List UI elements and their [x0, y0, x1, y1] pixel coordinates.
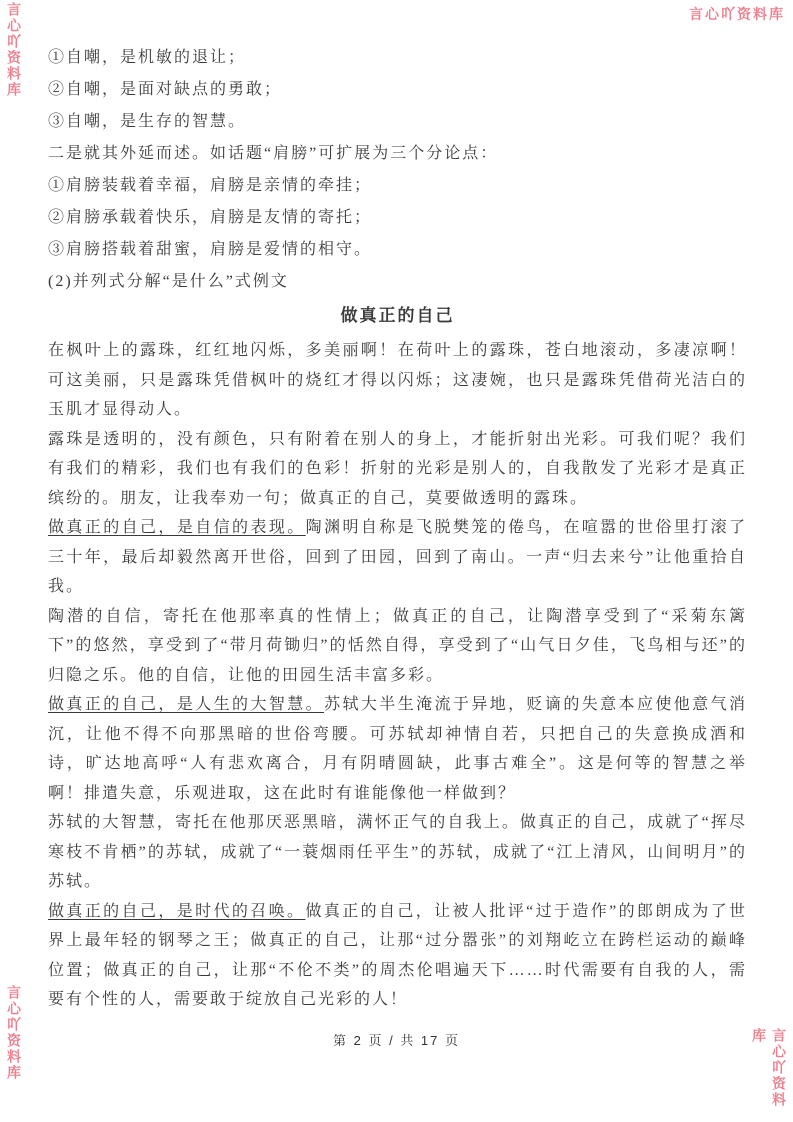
essay-paragraph-7 — [48, 897, 747, 1015]
watermark-bottom-right: 言心吖资料库 — [751, 1028, 787, 1108]
essay-paragraph-2 — [48, 425, 747, 514]
paragraph-text: 在枫叶上的露珠，红红地闪烁，多美丽啊！在荷叶上的露珠，苍白地滚动，多凄凉啊！可这美丽，只是露珠凭借枫叶的烧红才得以闪烁；这凄婉，也只是露珠凭借荷光洁白的玉肌才显得动人。 — [48, 342, 747, 418]
document-content — [48, 42, 747, 1015]
watermark-bottom-left: 言心吖资料库 — [6, 985, 22, 1081]
page-footer: 第 2 页 / 共 17 页 — [333, 1033, 460, 1048]
essay-paragraph-4 — [48, 602, 747, 691]
underlined-lead-sentence: 做真正的自己，是自信的表现。 — [48, 519, 306, 536]
paragraph-text: 陶潜的自信，寄托在他那率真的性情上；做真正的自己，让陶潜享受到了“采菊东篱下”的悠然，享受到了“带月荷锄归”的恬然自得，享受到了“山气日夕佳，飞鸟相与还”的归隐之乐。他的自信，让他的田园生活丰富多彩。 — [48, 607, 747, 684]
paragraph-text: 苏轼的大智慧，寄托在他那厌恶黑暗，满怀正气的自我上。做真正的自己，成就了“挥尽寒枝不肯栖”的苏轼，成就了“一蓑烟雨任平生”的苏轼，成就了“江上清风，山间明月”的苏轼。 — [48, 814, 747, 890]
underlined-lead-sentence: 做真正的自己，是人生的大智慧。 — [48, 696, 325, 713]
essay-title: 做真正的自己 — [340, 306, 455, 325]
underlined-lead-sentence: 做真正的自己，是时代的召唤。 — [48, 902, 306, 920]
essay-paragraph-1 — [48, 336, 747, 425]
paragraph-text: 做真正的自己，让被人批评“过于造作”的郎朗成为了世界上最年轻的钢琴之王；做真正的自己，让那“过分嚣张”的刘翔屹立在跨栏运动的巅峰位置；做真正的自己，让那“不伦不类”的周杰伦唱遍天下……时代需要有自我的人，需要有个性的人，需要敢于绽放自己光彩的人！ — [48, 902, 747, 1008]
intro-line-1: ①自嘲，是机敏的退让； — [48, 49, 247, 66]
paragraph-text: 陶渊明自称是飞脱樊笼的倦鸟，在喧嚣的世俗里打滚了三十年，最后却毅然离开世俗，回到了田园，回到了南山。一声“归去来兮”让他重拾自我。 — [48, 519, 747, 595]
intro-line-8: (2)并列式分解“是什么”式例文 — [48, 273, 289, 290]
intro-line-6: ②肩膀承载着快乐，肩膀是友情的寄托； — [48, 209, 373, 226]
paragraph-text: 露珠是透明的，没有颜色，只有附着在别人的身上，才能折射出光彩。可我们呢？我们有我们的精彩，我们也有我们的色彩！折射的光彩是别人的，自我散发了光彩才是真正缤纷的。朋友，让我奉劝一句；做真正的自己，莫要做透明的露珠。 — [48, 430, 747, 507]
paragraph-text: 苏轼大半生淹流于异地，贬谪的失意本应使他意气消沉，让他不得不向那黑暗的世俗弯腰。可苏轼却神情自若，只把自己的失意换成酒和诗，旷达地高呼“人有悲欢离合，月有阴晴圆缺，此事古难全”。这是何等的智慧之举啊！排遣失意，乐观进取，这在此时有谁能像他一样做到？ — [48, 696, 747, 802]
intro-line-4: 二是就其外延而述。如话题“肩膀”可扩展为三个分论点： — [48, 145, 499, 162]
essay-paragraph-3 — [48, 513, 747, 602]
essay-paragraph-6 — [48, 808, 747, 897]
intro-line-7: ③肩膀搭载着甜蜜，肩膀是爱情的相守。 — [48, 241, 373, 258]
watermark-top-left: 言心吖资料库 — [6, 2, 22, 98]
essay-paragraph-5 — [48, 690, 747, 808]
intro-line-5: ①肩膀装载着幸福，肩膀是亲情的牵挂； — [48, 177, 373, 194]
intro-line-3: ③自嘲，是生存的智慧。 — [48, 113, 247, 130]
intro-line-2: ②自嘲，是面对缺点的勇敢； — [48, 81, 283, 98]
watermark-top-right: 言心吖资料库 — [689, 6, 785, 22]
